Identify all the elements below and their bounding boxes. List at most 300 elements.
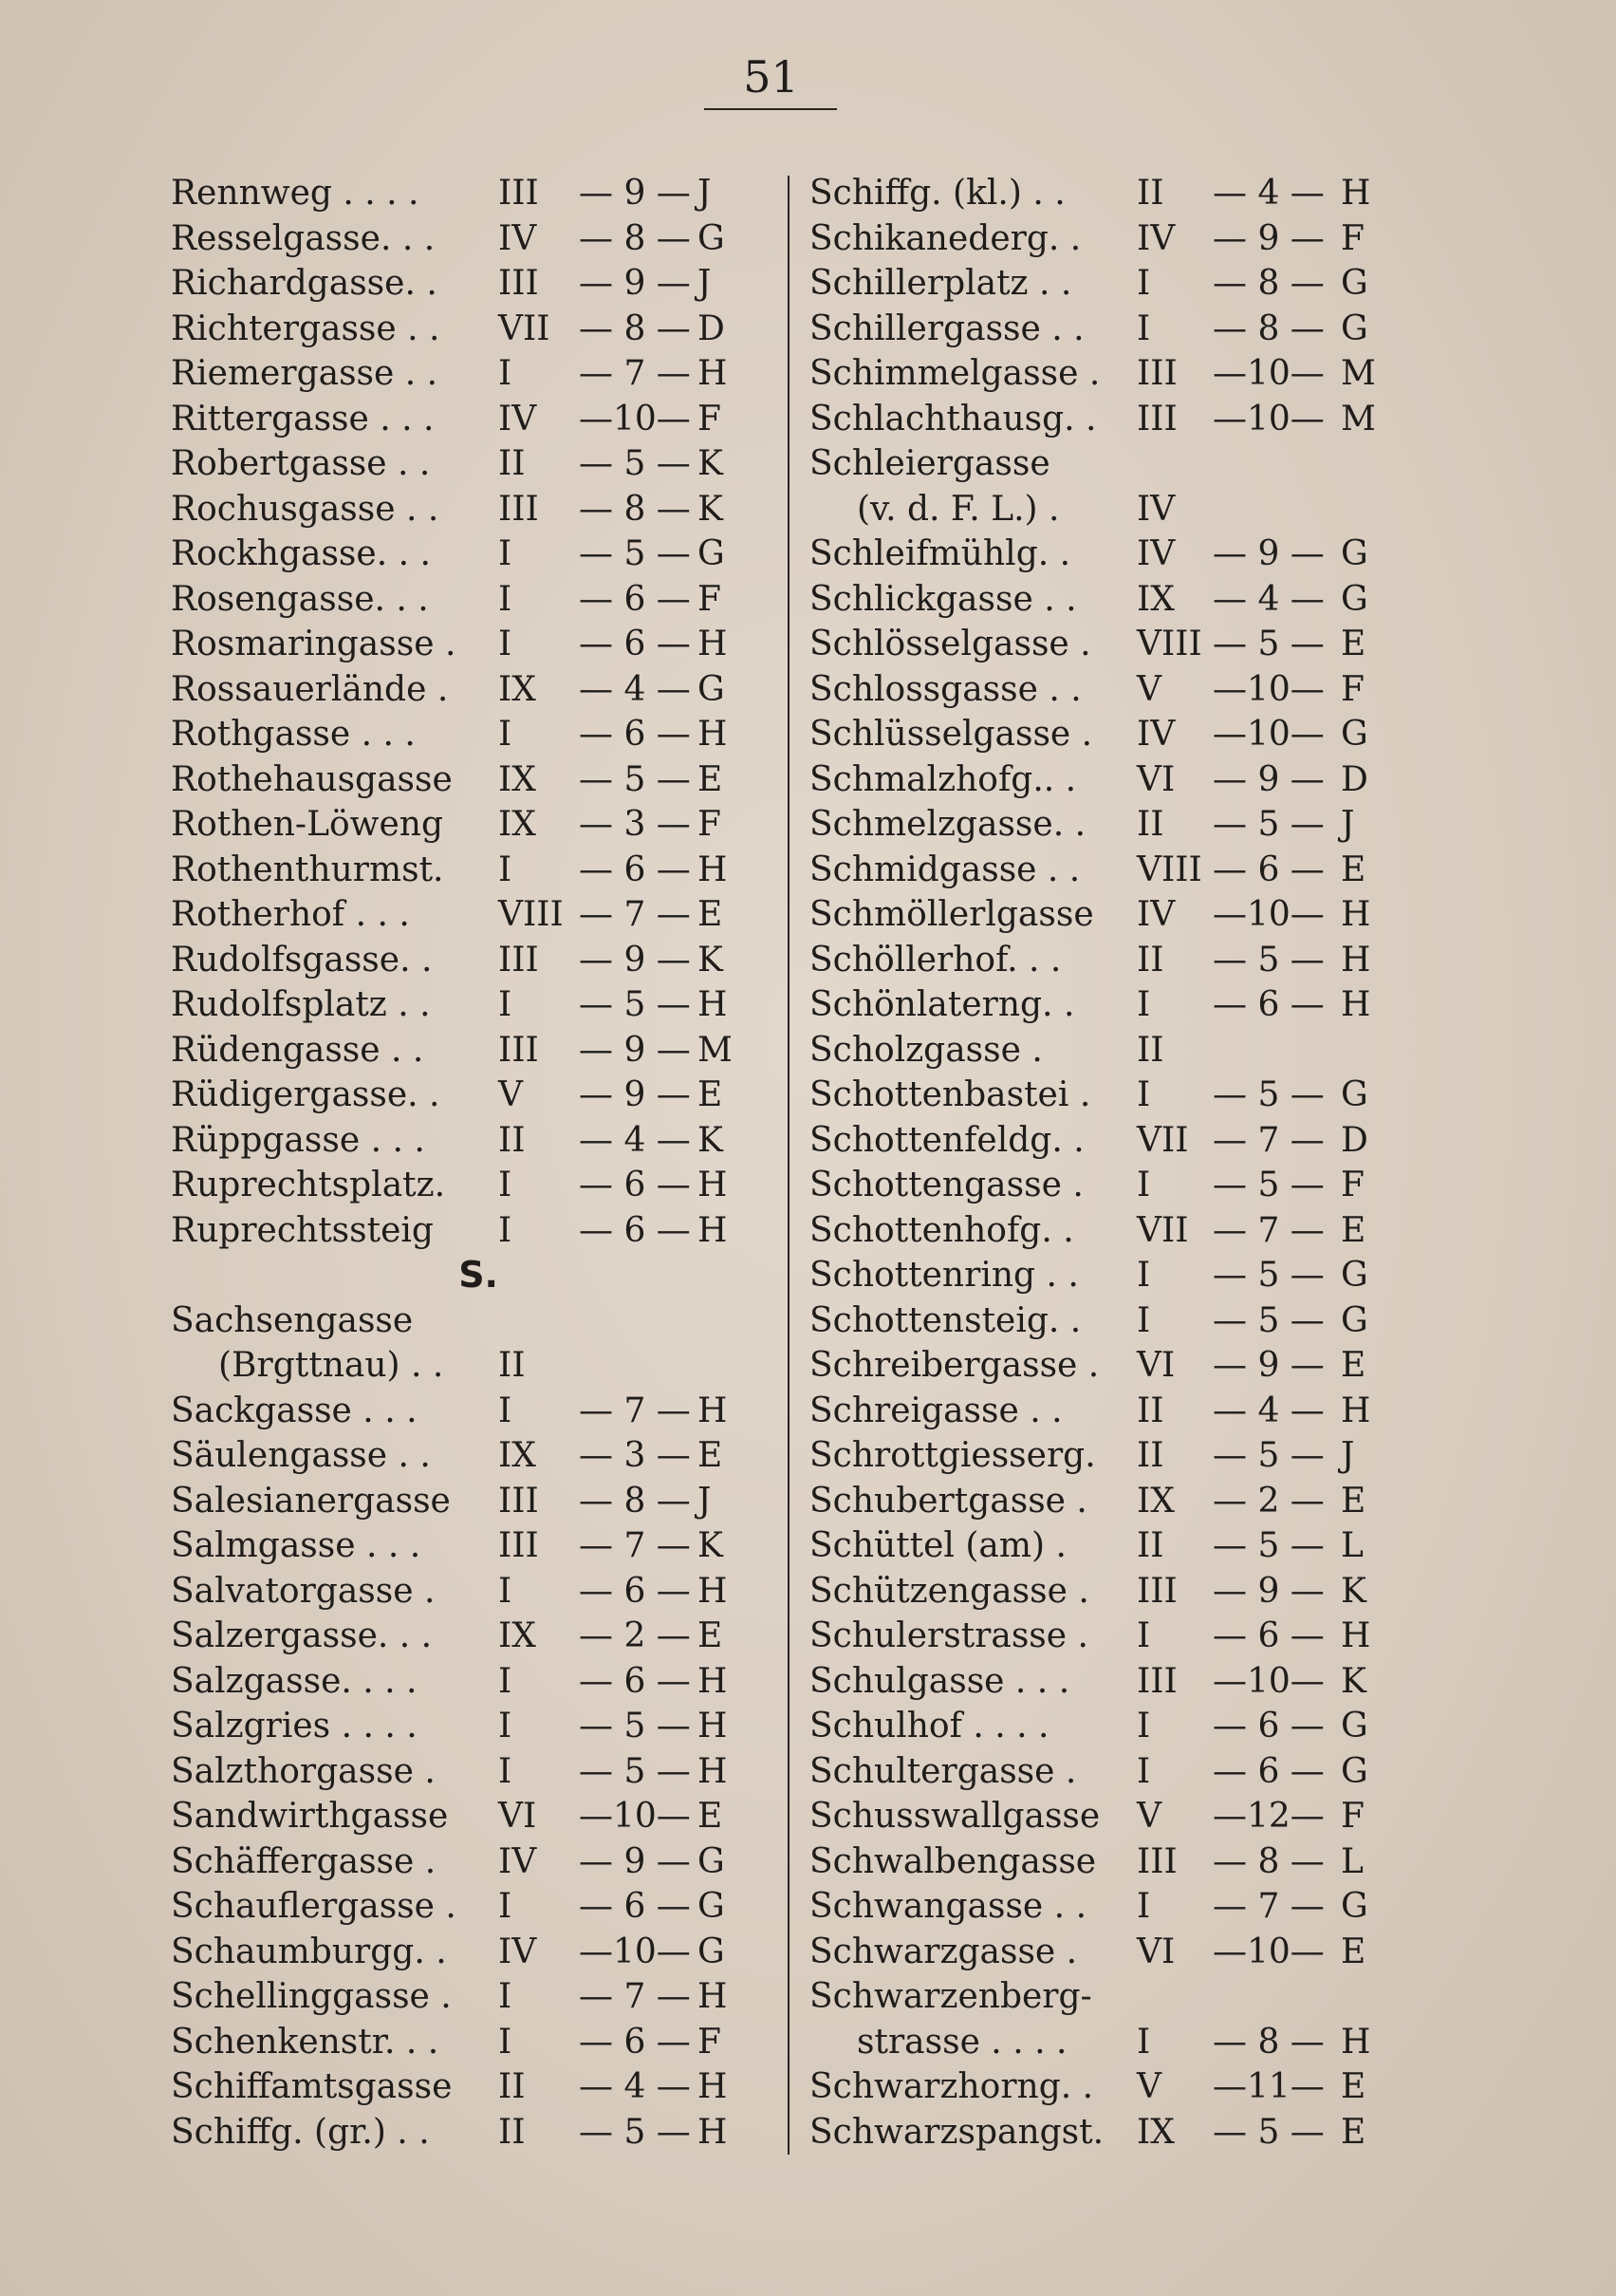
street-entry bbox=[809, 441, 1398, 487]
street-entry bbox=[171, 1298, 759, 1344]
street-name: Schimmelgasse . bbox=[809, 354, 1101, 393]
street-name: Rotherhof . . . bbox=[171, 895, 410, 934]
map-letter: E bbox=[697, 1075, 723, 1114]
map-square: — 9 — bbox=[579, 1030, 691, 1070]
map-letter: G bbox=[1341, 534, 1368, 573]
map-letter: G bbox=[697, 218, 725, 258]
street-name: Schottenbastei . bbox=[809, 1075, 1091, 1114]
map-letter: G bbox=[697, 534, 725, 573]
district-number: VI bbox=[1137, 1346, 1176, 1385]
district-number: II bbox=[498, 2112, 526, 2152]
district-number: I bbox=[498, 715, 512, 754]
street-entry bbox=[171, 982, 759, 1028]
district-number: IX bbox=[1137, 2112, 1175, 2152]
map-letter: G bbox=[1341, 308, 1368, 348]
street-entry bbox=[809, 848, 1398, 893]
street-entry bbox=[171, 1343, 759, 1389]
street-entry bbox=[171, 712, 759, 757]
map-square: — 8 — bbox=[1213, 2022, 1325, 2062]
street-entry bbox=[171, 397, 759, 442]
street-entry bbox=[171, 261, 759, 307]
street-name: Rudolfsplatz . . bbox=[171, 985, 431, 1024]
map-letter: H bbox=[697, 2112, 728, 2152]
street-name: Schreibergasse . bbox=[809, 1346, 1100, 1385]
street-name: Schottenring . . bbox=[809, 1256, 1079, 1295]
street-name: Salvatorgasse . bbox=[171, 1571, 436, 1611]
map-square: — 5 — bbox=[579, 985, 691, 1024]
street-name: Robertgasse . . bbox=[171, 444, 431, 483]
map-letter: E bbox=[1341, 1481, 1366, 1521]
left-street-column bbox=[171, 171, 759, 2155]
map-square: — 6 — bbox=[579, 1887, 691, 1926]
section-heading bbox=[171, 1253, 759, 1298]
district-number: IV bbox=[1137, 715, 1176, 754]
street-entry bbox=[809, 1163, 1398, 1208]
map-letter: H bbox=[1341, 1391, 1371, 1430]
street-entry bbox=[809, 2064, 1398, 2110]
map-square: — 9 — bbox=[579, 940, 691, 980]
street-entry bbox=[171, 1479, 759, 1524]
map-letter: K bbox=[1341, 1661, 1366, 1701]
street-entry bbox=[171, 351, 759, 397]
map-letter: K bbox=[697, 444, 723, 483]
map-letter: H bbox=[1341, 1616, 1371, 1655]
map-square: — 5 — bbox=[579, 759, 691, 799]
map-letter: E bbox=[697, 1616, 723, 1655]
map-square: — 5 — bbox=[579, 444, 691, 483]
district-number: VIII bbox=[1137, 625, 1202, 663]
street-entry bbox=[809, 892, 1398, 938]
street-name: Rennweg . . . . bbox=[171, 174, 419, 213]
street-entry bbox=[809, 1118, 1398, 1164]
district-number: IX bbox=[498, 759, 536, 799]
map-letter: F bbox=[1341, 1797, 1365, 1836]
map-square: — 7 — bbox=[579, 1391, 691, 1430]
district-number: III bbox=[498, 174, 539, 213]
street-entry bbox=[809, 261, 1398, 307]
street-name: Schleiergasse bbox=[809, 444, 1050, 483]
street-name: Resselgasse. . . bbox=[171, 218, 436, 258]
district-number: II bbox=[498, 1346, 526, 1385]
map-letter: H bbox=[697, 1210, 728, 1250]
map-square: — 6 — bbox=[579, 625, 691, 663]
map-letter: E bbox=[697, 1436, 723, 1475]
street-entry bbox=[171, 802, 759, 848]
street-name: Rothenthurmst. bbox=[171, 849, 444, 889]
street-name: Schellinggasse . bbox=[171, 1977, 452, 2016]
district-number: I bbox=[498, 625, 512, 663]
street-entry bbox=[171, 622, 759, 667]
street-entry bbox=[809, 1884, 1398, 1930]
map-letter: H bbox=[1341, 940, 1371, 980]
street-entry bbox=[809, 577, 1398, 623]
district-number: VII bbox=[1137, 1210, 1189, 1250]
map-letter: E bbox=[697, 1797, 723, 1836]
street-entry bbox=[809, 2020, 1398, 2065]
street-name: Schiffg. (kl.) . . bbox=[809, 174, 1066, 213]
map-square: — 6 — bbox=[579, 2022, 691, 2062]
street-name: Schottenfeldg. . bbox=[809, 1120, 1085, 1160]
street-name: Schwarzhorng. . bbox=[809, 2067, 1094, 2106]
district-number: I bbox=[498, 1391, 512, 1430]
district-number: IV bbox=[1137, 895, 1176, 934]
street-name: Rüdengasse . . bbox=[171, 1030, 424, 1070]
district-number: III bbox=[1137, 1571, 1178, 1611]
map-square: — 5 — bbox=[579, 534, 691, 573]
map-square: — 4 — bbox=[1213, 579, 1325, 619]
street-name: Salzgries . . . . bbox=[171, 1707, 418, 1745]
district-number: I bbox=[498, 1571, 512, 1611]
map-square: — 9 — bbox=[579, 264, 691, 303]
map-square: — 6 — bbox=[579, 579, 691, 619]
map-square: — 8 — bbox=[579, 218, 691, 258]
district-number: I bbox=[498, 1887, 512, 1926]
district-number: IV bbox=[498, 399, 537, 439]
street-name: Rüdigergasse. . bbox=[171, 1075, 440, 1114]
map-square: — 7 — bbox=[1213, 1210, 1325, 1250]
district-number: IV bbox=[1137, 218, 1176, 258]
street-name: (v. d. F. L.) . bbox=[857, 489, 1060, 529]
district-number: IV bbox=[498, 1932, 537, 1971]
map-square: — 9 — bbox=[1213, 1571, 1325, 1611]
street-name: strasse . . . . bbox=[857, 2022, 1068, 2062]
street-entry bbox=[809, 667, 1398, 713]
street-entry bbox=[809, 1479, 1398, 1524]
street-name: Schlösselgasse . bbox=[809, 625, 1091, 663]
map-square: — 6 — bbox=[579, 715, 691, 754]
map-square: —10— bbox=[1213, 895, 1325, 934]
map-square: —10— bbox=[1213, 1932, 1325, 1971]
street-entry bbox=[809, 216, 1398, 262]
map-square: — 6 — bbox=[579, 1661, 691, 1701]
map-letter: E bbox=[1341, 625, 1366, 663]
district-number: II bbox=[498, 1120, 526, 1160]
street-name: Schauflergasse . bbox=[171, 1887, 456, 1926]
map-letter: G bbox=[1341, 1300, 1368, 1340]
street-entry bbox=[809, 307, 1398, 352]
map-letter: K bbox=[697, 489, 723, 529]
map-square: — 6 — bbox=[1213, 1616, 1325, 1655]
street-name: Richtergasse . . bbox=[171, 308, 440, 348]
street-entry bbox=[171, 1884, 759, 1930]
district-number: VI bbox=[1137, 1932, 1176, 1971]
district-number: V bbox=[1137, 669, 1161, 709]
street-entry bbox=[809, 1794, 1398, 1839]
street-entry bbox=[809, 1073, 1398, 1118]
street-name: Schwarzspangst. bbox=[809, 2112, 1105, 2152]
map-square: —10— bbox=[1213, 1661, 1325, 1701]
district-number: II bbox=[1137, 940, 1164, 980]
street-name: Rossauerlände . bbox=[171, 669, 449, 709]
district-number: I bbox=[498, 1661, 512, 1701]
map-letter: G bbox=[697, 1887, 725, 1926]
street-entry bbox=[171, 848, 759, 893]
map-letter: K bbox=[1341, 1571, 1366, 1611]
street-name: Schönlaterng. . bbox=[809, 985, 1075, 1024]
map-square: — 5 — bbox=[1213, 2112, 1325, 2152]
street-name: Schwalbengasse bbox=[809, 1841, 1097, 1881]
street-name: Rosengasse. . . bbox=[171, 579, 429, 619]
map-square: — 5 — bbox=[1213, 1075, 1325, 1114]
district-number: II bbox=[1137, 1526, 1164, 1565]
map-letter: J bbox=[697, 1481, 712, 1521]
street-entry bbox=[171, 1118, 759, 1164]
street-name: Schmidgasse . . bbox=[809, 849, 1081, 889]
street-name: Schulerstrasse . bbox=[809, 1616, 1088, 1655]
street-entry bbox=[171, 487, 759, 532]
district-number: I bbox=[1137, 1707, 1151, 1745]
map-square: —10— bbox=[1213, 354, 1325, 393]
street-name: Schöllerhof. . . bbox=[809, 940, 1062, 980]
map-square: — 5 — bbox=[1213, 1436, 1325, 1475]
street-name: Schottengasse . bbox=[809, 1166, 1084, 1204]
street-entry bbox=[171, 1028, 759, 1073]
map-square: — 8 — bbox=[579, 489, 691, 529]
map-square: — 6 — bbox=[1213, 985, 1325, 1024]
district-number: IV bbox=[1137, 534, 1176, 573]
street-entry bbox=[809, 1749, 1398, 1795]
district-number: I bbox=[1137, 1075, 1151, 1114]
street-name: Schaumburgg. . bbox=[171, 1932, 447, 1971]
map-letter: F bbox=[697, 399, 721, 439]
district-number: II bbox=[1137, 1391, 1164, 1430]
map-square: — 7 — bbox=[579, 1526, 691, 1565]
street-name: Schrottgiesserg. bbox=[809, 1436, 1096, 1475]
map-letter: G bbox=[1341, 579, 1368, 619]
map-square: —12— bbox=[1213, 1797, 1325, 1836]
district-number: VI bbox=[498, 1797, 537, 1836]
street-entry bbox=[171, 1163, 759, 1208]
street-name: Schusswallgasse bbox=[809, 1797, 1101, 1836]
district-number: III bbox=[1137, 1841, 1178, 1881]
street-entry bbox=[809, 1298, 1398, 1344]
map-letter: K bbox=[697, 940, 723, 980]
map-square: — 4 — bbox=[1213, 1391, 1325, 1430]
street-name: Rochusgasse . . bbox=[171, 489, 439, 529]
street-name: Sackgasse . . . bbox=[171, 1391, 418, 1430]
map-letter: E bbox=[1341, 1932, 1366, 1971]
district-number: IV bbox=[498, 218, 537, 258]
map-square: — 4 — bbox=[579, 669, 691, 709]
street-name: Salmgasse . . . bbox=[171, 1526, 421, 1565]
map-letter: M bbox=[1341, 399, 1376, 439]
map-letter: F bbox=[1341, 218, 1365, 258]
map-letter: G bbox=[1341, 715, 1368, 754]
map-letter: F bbox=[1341, 1166, 1365, 1204]
map-square: — 5 — bbox=[579, 1751, 691, 1791]
district-number: II bbox=[1137, 174, 1164, 213]
street-entry bbox=[171, 667, 759, 713]
street-entry bbox=[171, 2020, 759, 2065]
street-entry bbox=[809, 1208, 1398, 1254]
street-name: Rothehausgasse bbox=[171, 759, 453, 799]
map-letter: G bbox=[1341, 1751, 1368, 1791]
map-square: — 5 — bbox=[1213, 1256, 1325, 1295]
map-letter: E bbox=[697, 895, 723, 934]
map-letter: H bbox=[697, 1571, 728, 1611]
map-letter: J bbox=[1341, 805, 1355, 844]
street-entry bbox=[171, 171, 759, 216]
district-number: V bbox=[498, 1075, 523, 1114]
street-name: Salzergasse. . . bbox=[171, 1616, 433, 1655]
street-name: Schikanederg. . bbox=[809, 218, 1082, 258]
district-number: I bbox=[1137, 264, 1151, 303]
street-entry bbox=[809, 1659, 1398, 1705]
street-entry bbox=[809, 397, 1398, 442]
map-letter: D bbox=[697, 308, 725, 348]
map-letter: F bbox=[697, 2022, 721, 2062]
map-letter: K bbox=[697, 1526, 723, 1565]
map-letter: G bbox=[1341, 1887, 1368, 1926]
map-letter: H bbox=[697, 849, 728, 889]
district-number: I bbox=[498, 1977, 512, 2016]
street-name: Schubertgasse . bbox=[809, 1481, 1087, 1521]
map-letter: E bbox=[1341, 1210, 1366, 1250]
district-number: IX bbox=[498, 1616, 536, 1655]
map-square: — 4 — bbox=[579, 1120, 691, 1160]
map-letter: H bbox=[697, 1166, 728, 1204]
street-name: S. bbox=[458, 1254, 498, 1296]
street-name: Schlachthausg. . bbox=[809, 399, 1097, 439]
district-number: II bbox=[498, 2067, 526, 2106]
map-letter: E bbox=[1341, 849, 1366, 889]
district-number: I bbox=[1137, 1300, 1151, 1340]
map-square: — 2 — bbox=[579, 1616, 691, 1655]
map-letter: H bbox=[697, 1751, 728, 1791]
map-square: — 6 — bbox=[1213, 1751, 1325, 1791]
district-number: I bbox=[1137, 1616, 1151, 1655]
street-name: Schiffamtsgasse bbox=[171, 2067, 453, 2106]
map-letter: E bbox=[1341, 1346, 1366, 1385]
district-number: II bbox=[1137, 805, 1164, 844]
map-letter: D bbox=[1341, 1120, 1368, 1160]
map-square: — 6 — bbox=[579, 849, 691, 889]
street-name: Ruprechtsplatz. bbox=[171, 1166, 446, 1204]
street-entry bbox=[171, 1569, 759, 1615]
map-letter: H bbox=[697, 625, 728, 663]
map-square: — 7 — bbox=[579, 354, 691, 393]
street-name: Riemergasse . . bbox=[171, 354, 438, 393]
district-number: III bbox=[1137, 354, 1178, 393]
street-name: Schillergasse . . bbox=[809, 308, 1085, 348]
street-entry bbox=[809, 1523, 1398, 1569]
district-number: III bbox=[498, 1526, 539, 1565]
street-name: Rudolfsgasse. . bbox=[171, 940, 433, 980]
street-name: Sandwirthgasse bbox=[171, 1797, 449, 1836]
district-number: I bbox=[1137, 1166, 1151, 1204]
street-entry bbox=[171, 1614, 759, 1659]
map-square: — 9 — bbox=[1213, 534, 1325, 573]
district-number: III bbox=[498, 940, 539, 980]
map-letter: D bbox=[1341, 759, 1368, 799]
street-entry bbox=[171, 577, 759, 623]
street-entry bbox=[171, 1749, 759, 1795]
street-name: Salesianergasse bbox=[171, 1481, 451, 1521]
street-name: Schleifmühlg. . bbox=[809, 534, 1071, 573]
street-entry bbox=[171, 2064, 759, 2110]
district-number: III bbox=[498, 489, 539, 529]
district-number: III bbox=[1137, 399, 1178, 439]
street-name: Scholzgasse . bbox=[809, 1030, 1043, 1070]
map-square: —10— bbox=[1213, 399, 1325, 439]
street-entry bbox=[809, 1974, 1398, 2020]
map-square: —10— bbox=[1213, 669, 1325, 709]
district-number: I bbox=[498, 1166, 512, 1204]
map-letter: G bbox=[697, 1932, 725, 1971]
street-name: Sachsengasse bbox=[171, 1300, 414, 1340]
district-number: II bbox=[1137, 1030, 1164, 1070]
street-name: Schottenhofg. . bbox=[809, 1210, 1074, 1250]
street-entry bbox=[809, 1028, 1398, 1073]
map-letter: G bbox=[1341, 1256, 1368, 1295]
street-name: Schultergasse . bbox=[809, 1751, 1077, 1791]
street-entry bbox=[809, 757, 1398, 803]
street-name: Schreigasse . . bbox=[809, 1391, 1063, 1430]
district-number: I bbox=[498, 579, 512, 619]
map-square: —11— bbox=[1213, 2067, 1325, 2106]
street-entry bbox=[171, 1839, 759, 1885]
street-name: Schwarzenberg- bbox=[809, 1977, 1092, 2016]
map-square: — 9 — bbox=[1213, 1346, 1325, 1385]
map-letter: G bbox=[1341, 1707, 1368, 1745]
street-entry bbox=[171, 938, 759, 983]
map-letter: H bbox=[1341, 174, 1371, 213]
street-entry bbox=[171, 1930, 759, 1975]
map-letter: E bbox=[1341, 2112, 1366, 2152]
street-entry bbox=[809, 1839, 1398, 1885]
district-number: IX bbox=[498, 805, 536, 844]
map-square: — 5 — bbox=[1213, 1166, 1325, 1204]
map-square: — 6 — bbox=[1213, 849, 1325, 889]
right-street-column bbox=[809, 171, 1398, 2155]
street-name: Rothen-Löweng bbox=[171, 805, 444, 844]
district-number: I bbox=[1137, 308, 1151, 348]
district-number: I bbox=[498, 1707, 512, 1745]
map-square: —10— bbox=[579, 1797, 691, 1836]
street-name: Schlossgasse . . bbox=[809, 669, 1082, 709]
map-letter: G bbox=[1341, 264, 1368, 303]
map-letter: E bbox=[697, 759, 723, 799]
map-square: — 3 — bbox=[579, 805, 691, 844]
district-number: III bbox=[498, 1481, 539, 1521]
district-number: I bbox=[1137, 985, 1151, 1024]
street-name: Rothgasse . . . bbox=[171, 715, 416, 754]
district-number: VII bbox=[1137, 1120, 1189, 1160]
map-square: — 8 — bbox=[1213, 1841, 1325, 1881]
map-letter: H bbox=[697, 1391, 728, 1430]
street-entry bbox=[809, 487, 1398, 532]
map-letter: J bbox=[697, 174, 712, 213]
map-letter: M bbox=[1341, 354, 1376, 393]
district-number: IX bbox=[1137, 579, 1175, 619]
street-name: Schiffg. (gr.) . . bbox=[171, 2112, 430, 2152]
street-entry bbox=[809, 1253, 1398, 1298]
map-square: — 5 — bbox=[1213, 1526, 1325, 1565]
map-letter: K bbox=[697, 1120, 723, 1160]
map-square: —10— bbox=[579, 399, 691, 439]
street-name: Rockhgasse. . . bbox=[171, 534, 431, 573]
street-name: Säulengasse . . bbox=[171, 1436, 431, 1475]
street-name: Schenkenstr. . . bbox=[171, 2022, 439, 2062]
map-square: — 9 — bbox=[1213, 759, 1325, 799]
map-square: — 8 — bbox=[1213, 308, 1325, 348]
street-entry bbox=[809, 1433, 1398, 1479]
map-square: — 3 — bbox=[579, 1436, 691, 1475]
street-name: (Brgttnau) . . bbox=[218, 1346, 444, 1385]
street-entry bbox=[809, 622, 1398, 667]
map-square: — 5 — bbox=[579, 2112, 691, 2152]
map-square: — 7 — bbox=[579, 1977, 691, 2016]
